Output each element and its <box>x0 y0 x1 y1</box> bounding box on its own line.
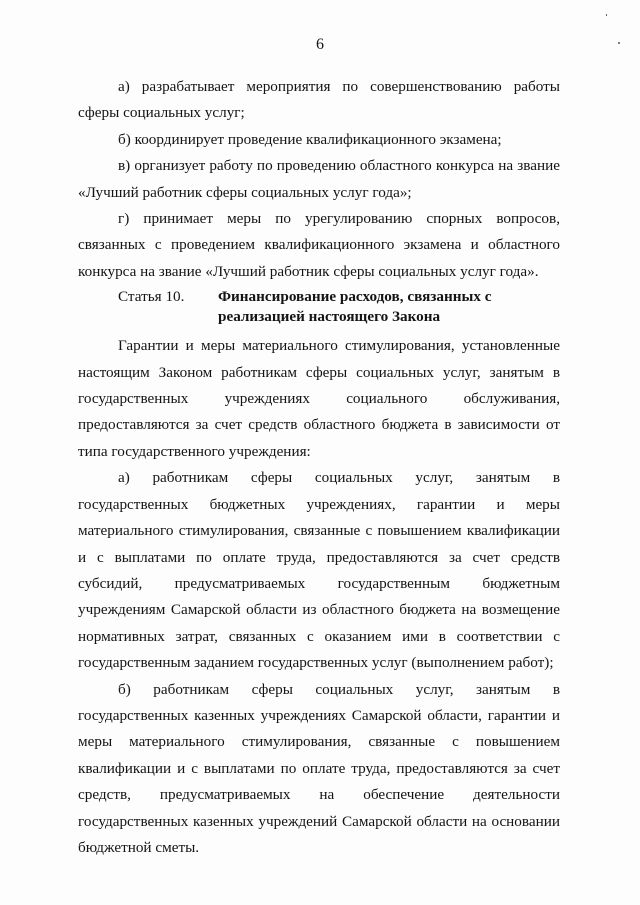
paragraph-a-measures: а) разрабатывает мероприятия по совершенствованию работы сферы социальных услуг; <box>78 78 560 122</box>
paragraph-b-state-institutions: б) работникам сферы социальных услуг, занятым в государственных казенных учреждениях Самарской области, гарантии и меры материального стимулирования, связанные с повышением квалификации и с выплатами по оплате труда, предоставляются за счет средств, предусматриваемых на обеспечение деятельности государственных казенных учреждений Самарской области на основании бюджетной сметы. <box>78 680 560 856</box>
paragraph-g-disputes: г) принимает меры по урегулированию спорных вопросов, связанных с проведением квалификационного экзамена и областного конкурса на звание «Лучший работник сферы социальных услуг года». <box>78 210 560 280</box>
article-title: Финансирование расходов, связанных с реализацией настоящего Закона <box>218 288 492 326</box>
paragraph-guarantees-intro: Гарантии и меры материального стимулирования, установленные настоящим Законом работникам сферы социальных услуг, занятым в государственных учреждениях социального обслуживания, предоставляются за счет средств областного бюджета в зависимости от типа государственного учреждения: <box>78 337 560 460</box>
scan-speck <box>606 14 607 16</box>
paragraph-a-budget-institutions: а) работникам сферы социальных услуг, занятым в государственных бюджетных учреждениях, гарантии и меры материального стимулирования, связанные с повышением квалификации и с выплатами по оплате труда, предоставляются за счет средств субсидий, предусматриваемых государственным бюджетным учреждениям Самарской области из областного бюджета на возмещение нормативных затрат, связанных с оказанием ими в соответствии с государственным заданием государственных услуг (выполнением работ); <box>78 469 560 672</box>
paragraph-v-contest: в) организует работу по проведению областного конкурса на звание «Лучший работник сферы социальных услуг года»; <box>78 157 560 201</box>
scan-speck <box>618 42 620 44</box>
page-number: 6 <box>316 36 324 53</box>
article-number: Статья 10. <box>118 288 185 306</box>
paragraph-b-exam: б) координирует проведение квалификационного экзамена; <box>118 130 502 148</box>
document-body <box>78 74 560 861</box>
article-heading <box>118 287 560 327</box>
